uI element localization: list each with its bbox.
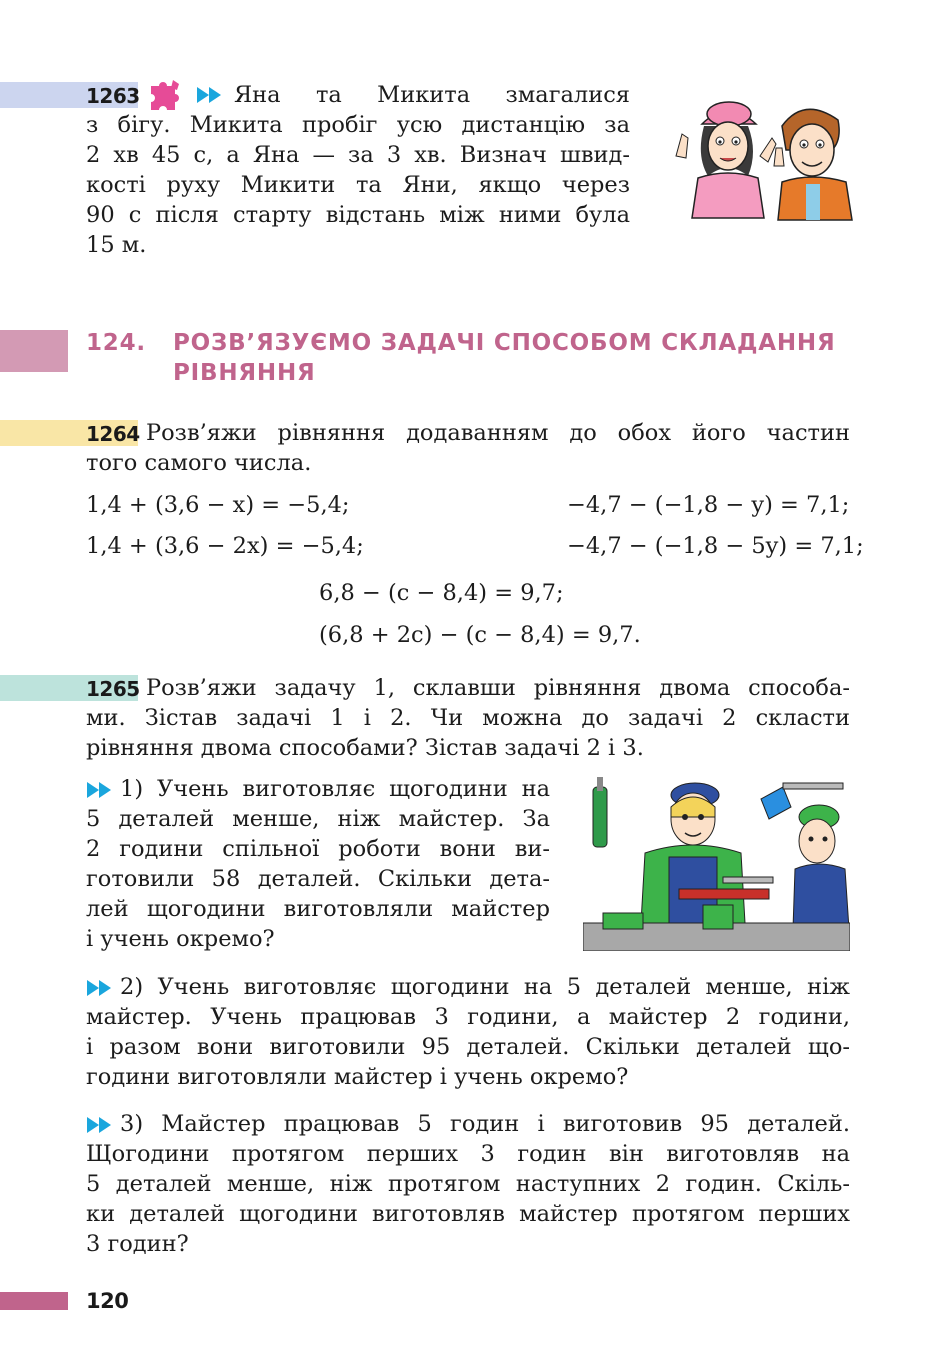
equation: −4,7 − (−1,8 − 5y) = 7,1;	[567, 533, 864, 559]
text-line: Розв’яжи рівняння додаванням до обох його частин	[146, 420, 850, 446]
kids-illustration	[656, 86, 856, 221]
section-title-line: РОЗВ’ЯЗУЄМО ЗАДАЧІ СПОСОБОМ СКЛАДАННЯ	[173, 330, 836, 356]
text-line: Розв’яжи задачу 1, склавши рівняння двома способа-	[146, 675, 850, 701]
text-line: 2 години спільної роботи вони ви-	[86, 836, 550, 862]
equation: −4,7 − (−1,8 − y) = 7,1;	[567, 492, 850, 518]
footer-bar	[0, 1292, 68, 1310]
text-line: ки деталей щогодини виготовляв майстер протягом перших	[86, 1201, 850, 1227]
section-number: 124.	[86, 330, 146, 356]
text-line: 90 с після старту відстань між ними була	[86, 202, 630, 228]
text-line: кості руху Микити та Яни, якщо через	[86, 172, 630, 198]
problem-1263-number: 1263	[86, 84, 140, 108]
task-1-text	[86, 774, 550, 954]
task-2-text	[86, 972, 850, 1092]
problem-1264-number: 1264	[86, 422, 140, 446]
workshop-illustration	[583, 773, 850, 951]
problem-1265-text	[86, 673, 850, 763]
task-3-text	[86, 1109, 850, 1259]
equation: (6,8 + 2c) − (c − 8,4) = 9,7.	[319, 622, 641, 648]
problem-1265-number: 1265	[86, 677, 140, 701]
text-line: з бігу. Микита пробіг усю дистанцію за	[86, 112, 630, 138]
equation: 1,4 + (3,6 − x) = −5,4;	[86, 492, 350, 518]
text-line: того самого числа.	[86, 450, 312, 476]
equation: 6,8 − (c − 8,4) = 9,7;	[319, 580, 564, 606]
text-line: 5 деталей менше, ніж протягом наступних 2 годин. Скіль-	[86, 1171, 850, 1197]
text-line: рівняння двома способами? Зістав задачі 2 і 3.	[86, 735, 644, 761]
text-line: майстер. Учень працював 3 години, а майстер 2 години,	[86, 1004, 850, 1030]
text-line: Яна та Микита змагалися	[234, 82, 630, 108]
equation: 1,4 + (3,6 − 2x) = −5,4;	[86, 533, 364, 559]
text-line: Щогодини протягом перших 3 годин він виготовляв на	[86, 1141, 850, 1167]
section-marker	[0, 330, 68, 372]
text-line: лей щогодини виготовляли майстер	[86, 896, 550, 922]
text-line: ми. Зістав задачі 1 і 2. Чи можна до задачі 2 скласти	[86, 705, 850, 731]
problem-1264-text	[86, 418, 850, 478]
text-line: години виготовляли майстер і учень окремо?	[86, 1064, 629, 1090]
section-title	[173, 328, 853, 388]
text-line: і учень окремо?	[86, 926, 275, 952]
text-line: 2) Учень виготовляє щогодини на 5 деталей менше, ніж	[120, 974, 850, 1000]
text-line: і разом вони виготовили 95 деталей. Скільки деталей що-	[86, 1034, 850, 1060]
text-line: 1) Учень виготовляє щогодини на	[120, 776, 550, 802]
text-line: 3 годин?	[86, 1231, 189, 1257]
text-line: готовили 58 деталей. Скільки дета-	[86, 866, 550, 892]
page-number: 120	[86, 1289, 129, 1313]
problem-1263-text	[86, 80, 630, 260]
text-line: 3) Майстер працював 5 годин і виготовив 95 деталей.	[120, 1111, 850, 1137]
text-line: 5 деталей менше, ніж майстер. За	[86, 806, 550, 832]
text-line: 15 м.	[86, 232, 147, 258]
text-line: 2 хв 45 с, а Яна — за 3 хв. Визнач швид-	[86, 142, 630, 168]
section-title-line: РІВНЯННЯ	[173, 360, 316, 386]
